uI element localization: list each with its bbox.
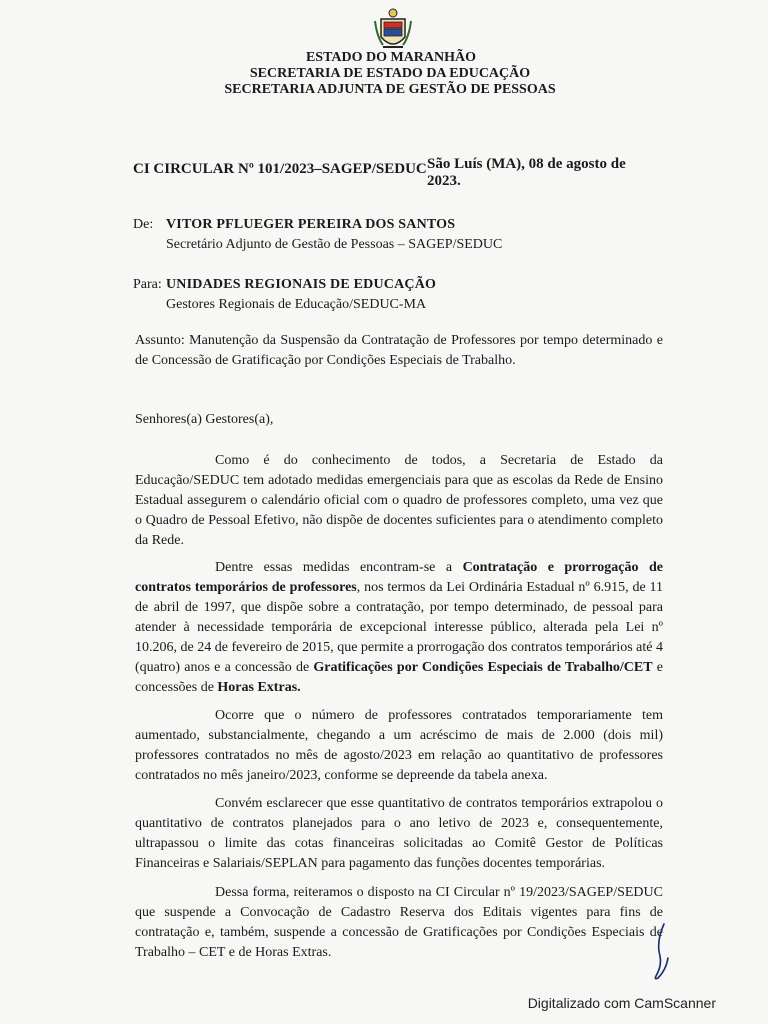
subject-block: [135, 331, 663, 371]
to-block: [133, 275, 436, 315]
scanner-watermark: Digitalizado com CamScanner: [527, 995, 716, 1011]
paragraph-2: [135, 558, 663, 698]
to-role: Gestores Regionais de Educação/SEDUC-MA: [166, 297, 427, 312]
letterhead: [0, 50, 768, 98]
paragraph-4-text: Convém esclarecer que esse quantitativo de contratos temporários extrapolou o quantitativo de contratos planejados para o ano letivo de 2023 e, consequentemente, ultrapassou o limite das cotas financeiras solicitadas ao Comitê Gestor de Políticas Financeiras e Salariais/SEPLAN para pagamento das funções docentes temporárias.: [135, 796, 663, 871]
paragraph-2-emphasis-cet: Gratificações por Condições Especiais de Trabalho/CET: [313, 660, 653, 675]
state-coat-of-arms-icon: [373, 7, 413, 53]
header-state: ESTADO DO MARANHÃO: [305, 50, 477, 65]
paragraph-2-connector: e concessões de: [135, 660, 664, 695]
to-label: Para:: [133, 277, 162, 292]
paragraph-1: [135, 451, 663, 551]
paragraph-3: [135, 706, 663, 786]
subject-text: Manutenção da Suspensão da Contratação de Professores por tempo determinado e de Concessão de Gratificação por Condições Especiais de Trabalho.: [135, 333, 663, 368]
paragraph-2-emphasis-contracts: Contratação e prorrogação de contratos temporários de professores: [135, 560, 664, 595]
paragraph-2-body: , nos termos da Lei Ordinária Estadual nº 6.915, de 11 de abril de 1997, que dispõe sobre a contratação, por tempo determinado, de pessoal para atender à necessidade temporária de excepcional interesse público, alterada pela Lei nº 10.206, de 24 de fevereiro de 2015, que permite a prorrogação dos contratos temporários até 4 (quatro) anos e a concessão de: [135, 580, 663, 675]
paragraph-2-emphasis-overtime: Horas Extras.: [217, 680, 301, 695]
paragraph-3-text: Ocorre que o número de professores contratados temporariamente tem aumentado, substancialmente, chegando a um acréscimo de mais de 2.000 (dois mil) professores contratados no mês de agosto/2023 em relação ao quantitativo de professores contratados no mês janeiro/2023, conforme se depreende da tabela anexa.: [135, 708, 663, 783]
header-adjunct-secretariat: SECRETARIA ADJUNTA DE GESTÃO DE PESSOAS: [224, 82, 556, 97]
paragraph-5-text: Dessa forma, reiteramos o disposto na CI Circular nº 19/2023/SAGEP/SEDUC que suspende a Convocação de Cadastro Reserva dos Editais vigentes para fins de contratação e, também, suspende a concessão de Gratificações por Condições Especiais de Trabalho – CET e de Horas Extras.: [135, 885, 663, 960]
paragraph-1-text: Como é do conhecimento de todos, a Secretaria de Estado da Educação/SEDUC tem adotado medidas emergenciais para que as escolas da Rede de Ensino Estadual assegurem o calendário oficial com o quadro de professores completo, uma vez que o Quadro de Pessoal Efetivo, não dispõe de docentes suficientes para o atendimento completo da Rede.: [135, 453, 663, 548]
subject-label: Assunto:: [135, 333, 185, 348]
from-block: [133, 215, 502, 255]
circular-date: São Luís (MA), 08 de agosto de 2023.: [427, 156, 626, 189]
paragraph-2-intro: Dentre essas medidas encontram-se a: [215, 560, 463, 575]
signature-mark-icon: [650, 922, 672, 980]
paragraph-5: [135, 883, 663, 963]
greeting: Senhores(a) Gestores(a),: [135, 412, 274, 427]
from-role: Secretário Adjunto de Gestão de Pessoas – SAGEP/SEDUC: [166, 237, 503, 252]
header-secretariat: SECRETARIA DE ESTADO DA EDUCAÇÃO: [249, 66, 531, 81]
circular-number: CI CIRCULAR Nº 101/2023–SAGEP/SEDUC: [133, 161, 427, 177]
from-name: VITOR PFLUEGER PEREIRA DOS SANTOS: [166, 217, 456, 232]
from-label: De:: [133, 217, 154, 232]
paragraph-4: [135, 794, 663, 874]
to-name: UNIDADES REGIONAIS DE EDUCAÇÃO: [166, 277, 437, 292]
